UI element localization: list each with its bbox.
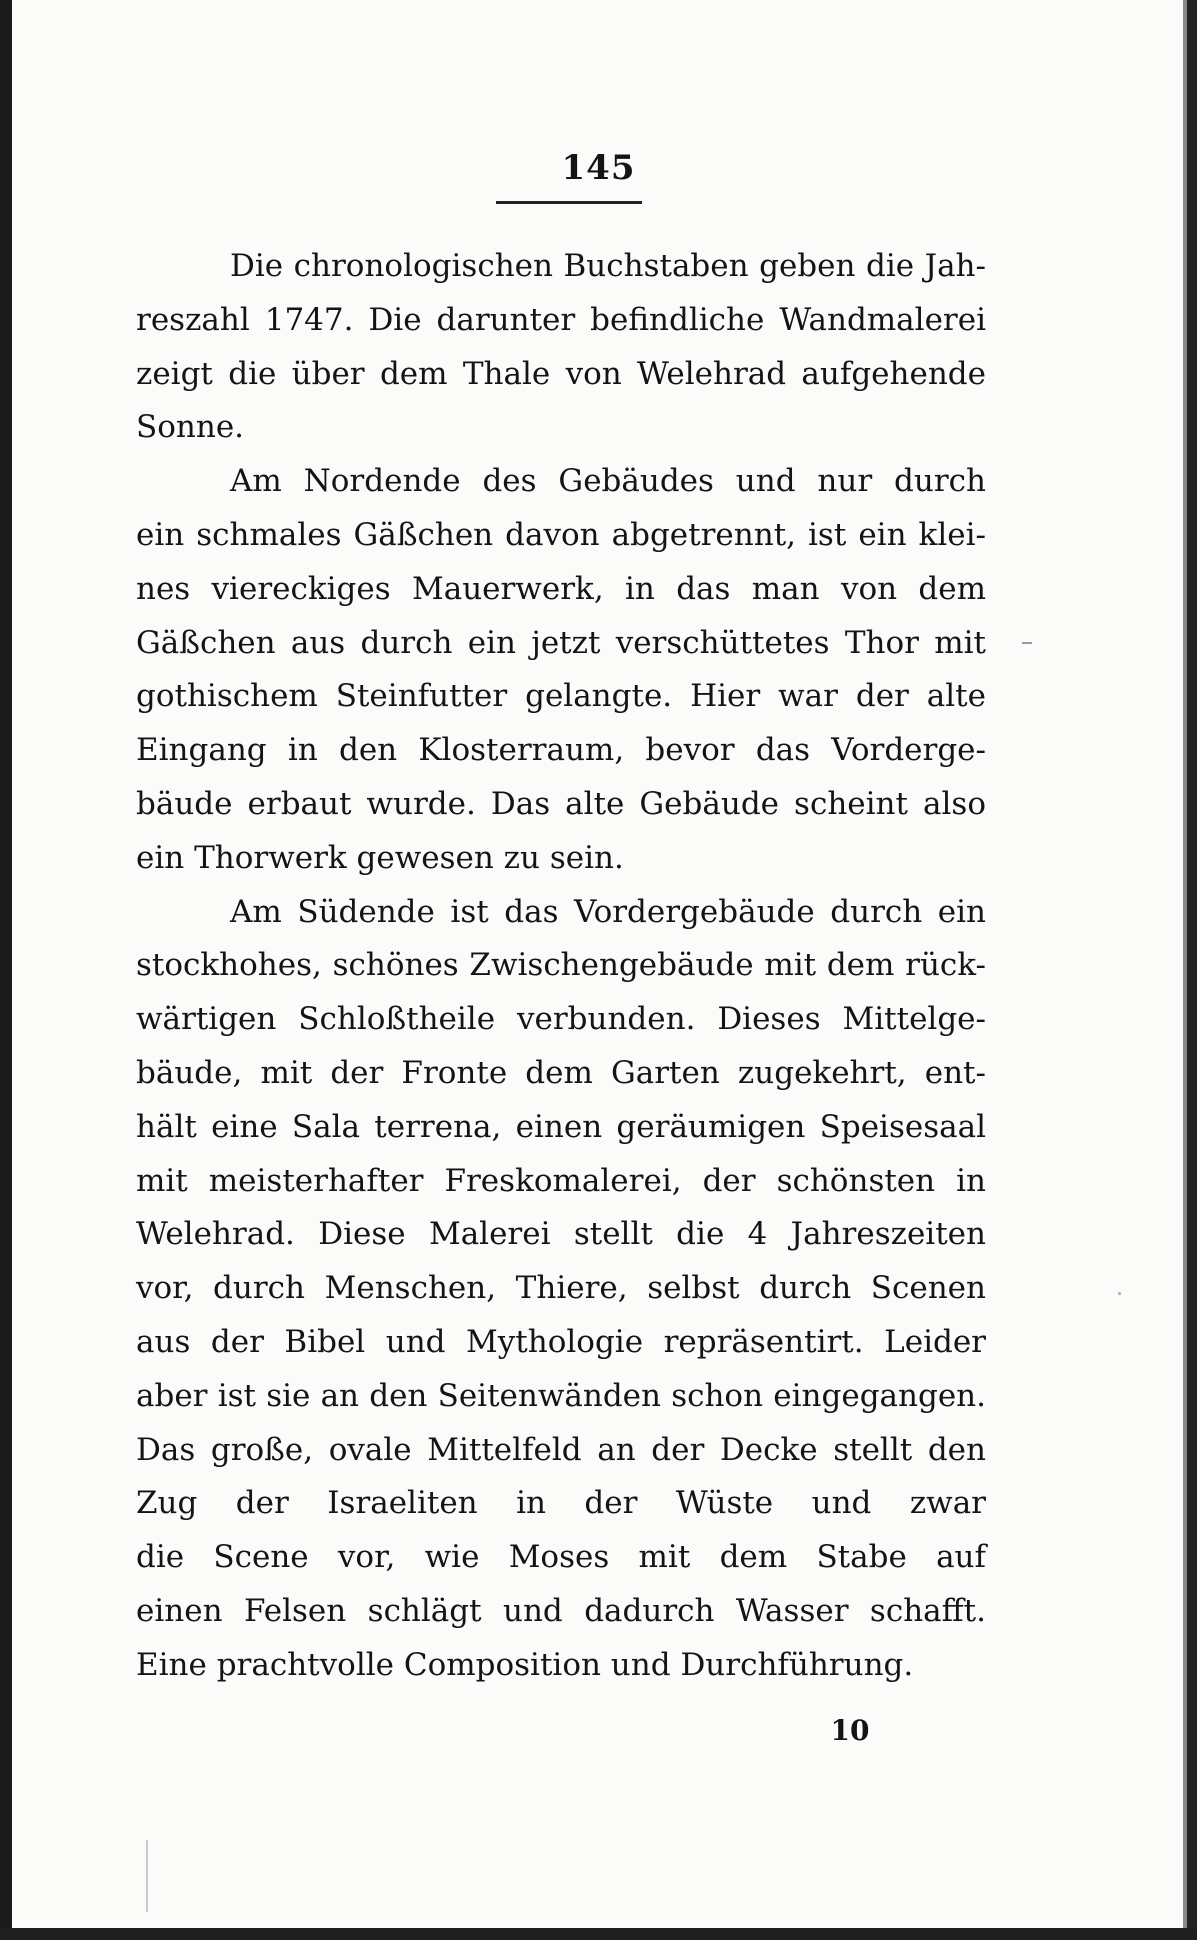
margin-mark <box>1022 642 1032 644</box>
text-line: aus der Bibel und Mythologie repräsentirt. Leider <box>136 1323 986 1360</box>
text-line: Zug der Israeliten in der Wüste und zwar <box>136 1485 986 1522</box>
text-line: wärtigen Schloßtheile verbunden. Dieses Mittelge- <box>136 1001 986 1038</box>
text-line: Die chronologischen Buchstaben geben die Jah- <box>230 248 986 284</box>
text-line: hält eine Sala terrena, einen geräumigen Speisesaal <box>136 1108 986 1145</box>
text-line: Eingang in den Klosterraum, bevor das Vorderge- <box>136 732 986 769</box>
text-line: mit meisterhafter Freskomalerei, der schönsten in <box>136 1162 986 1199</box>
text-line: nes viereckiges Mauerwerk, in das man von dem <box>136 570 986 607</box>
text-line: einen Felsen schlägt und dadurch Wasser schafft. <box>136 1592 986 1629</box>
text-line: Das große, ovale Mittelfeld an der Decke stellt den <box>136 1431 986 1468</box>
text-line: zeigt die über dem Thale von Welehrad aufgehende <box>136 355 986 392</box>
text-line: die Scene vor, wie Moses mit dem Stabe auf <box>136 1539 986 1576</box>
scan-left-border <box>0 0 12 1940</box>
text-line: Am Nordende des Gebäudes und nur durch <box>230 463 986 500</box>
scan-bottom-border <box>0 1928 1197 1940</box>
text-line: Gäßchen aus durch ein jetzt verschüttetes Thor mit <box>136 624 986 661</box>
signature-mark: 10 <box>830 1714 870 1747</box>
page-number-rule <box>496 201 642 204</box>
margin-dot <box>1118 1292 1121 1295</box>
text-line: gothischem Steinfutter gelangte. Hier war der alte <box>136 678 986 715</box>
text-line: Eine prachtvolle Composition und Durchführung. <box>136 1646 914 1683</box>
text-line: bäude erbaut wurde. Das alte Gebäude scheint also <box>136 785 986 822</box>
text-line: ein schmales Gäßchen davon abgetrennt, ist ein klei- <box>136 516 986 553</box>
body-text <box>136 240 986 1693</box>
scan-artifact <box>146 1840 148 1912</box>
text-line: Am Südende ist das Vordergebäude durch ein <box>230 893 986 930</box>
text-line: Sonne. <box>136 409 245 446</box>
scan-right-border <box>1187 0 1197 1940</box>
text-line: vor, durch Menschen, Thiere, selbst durch Scenen <box>136 1270 986 1307</box>
text-line: stockhohes, schönes Zwischengebäude mit dem rück- <box>136 947 986 984</box>
page-number: 145 <box>561 148 636 188</box>
text-line: aber ist sie an den Seitenwänden schon eingegangen. <box>136 1377 986 1414</box>
text-line: reszahl 1747. Die darunter befindliche Wandmalerei <box>136 301 986 338</box>
text-line: Welehrad. Diese Malerei stellt die 4 Jahreszeiten <box>136 1216 986 1253</box>
text-line: ein Thorwerk gewesen zu sein. <box>136 839 624 876</box>
text-line: bäude, mit der Fronte dem Garten zugekehrt, ent- <box>136 1054 986 1091</box>
